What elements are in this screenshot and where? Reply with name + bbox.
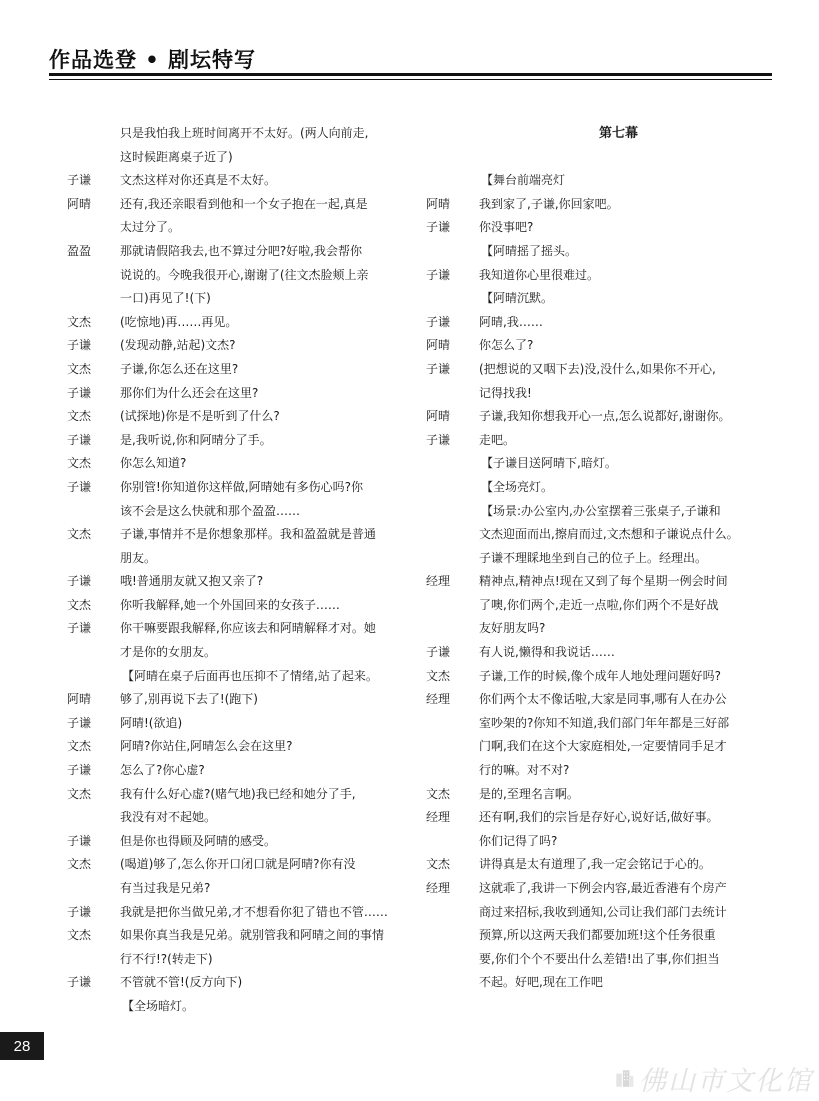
speaker-name: 文杰 — [426, 668, 451, 683]
dialogue-text: 【全场亮灯。 — [481, 479, 554, 494]
dialogue-line — [426, 216, 771, 240]
dialogue-text: 你怎么了? — [479, 338, 534, 353]
dialogue-text: 你听我解释,她一个外国回来的女孩子…… — [120, 597, 340, 612]
dialogue-line — [67, 452, 397, 476]
dialogue-line — [426, 735, 771, 759]
speaker-name: 阿晴 — [67, 692, 92, 707]
dialogue-line — [426, 358, 771, 382]
dialogue-text: 那就请假陪我去,也不算过分吧?好啦,我会帮你 — [120, 243, 362, 258]
dialogue-line — [426, 547, 771, 571]
act-title: 第七幕 — [598, 126, 638, 141]
speaker-name: 文杰 — [67, 456, 92, 471]
speaker-name: 子谦 — [67, 621, 92, 636]
speaker-name: 子谦 — [426, 645, 451, 660]
speaker-name: 子谦 — [426, 432, 451, 447]
dialogue-text: 我没有对不起她。 — [120, 810, 217, 825]
dialogue-line — [67, 240, 397, 264]
dialogue-line — [426, 169, 771, 193]
dialogue-text: 商过来招标,我收到通知,公司让我们部门去统计 — [479, 904, 727, 919]
dialogue-text: 哦!普通朋友就又抱又亲了? — [120, 574, 264, 589]
speaker-name: 子谦 — [426, 220, 451, 235]
dialogue-line — [67, 570, 397, 594]
dialogue-line — [67, 122, 397, 146]
speaker-name: 文杰 — [67, 597, 92, 612]
dialogue-text: 是,我听说,你和阿晴分了手。 — [120, 432, 272, 447]
dialogue-line — [67, 216, 397, 240]
speaker-name: 文杰 — [67, 527, 92, 542]
speaker-name: 子谦 — [67, 385, 92, 400]
dialogue-line — [67, 169, 397, 193]
dialogue-text: 该不会是这么快就和那个盈盈…… — [120, 503, 301, 518]
dialogue-line — [67, 358, 397, 382]
dialogue-text: 你们两个太不像话啦,大家是同事,哪有人在办公 — [479, 692, 727, 707]
dialogue-line — [426, 830, 771, 854]
dialogue-line — [67, 688, 397, 712]
dialogue-text: 你们记得了吗? — [479, 833, 558, 848]
speaker-name: 子谦 — [426, 267, 451, 282]
dialogue-line — [67, 783, 397, 807]
dialogue-line — [426, 712, 771, 736]
dialogue-text: (发现动静,站起)文杰? — [120, 338, 236, 353]
dialogue-text: 我就是把你当做兄弟,才不想看你犯了错也不管…… — [120, 904, 388, 919]
dialogue-text: 【阿晴摇了摇头。 — [481, 243, 578, 258]
dialogue-text: (吃惊地)再……再见。 — [120, 314, 238, 329]
dialogue-text: 只是我怕我上班时间离开不太好。(两人向前走, — [120, 126, 369, 140]
dialogue-text: 阿晴?你站住,阿晴怎么会在这里? — [120, 739, 293, 754]
dialogue-line — [67, 877, 397, 901]
dialogue-line — [426, 287, 771, 311]
dialogue-text: 如果你真当我是兄弟。就别管我和阿晴之间的事情 — [120, 928, 385, 943]
dialogue-text: 你怎么知道? — [120, 456, 187, 471]
dialogue-line — [67, 759, 397, 783]
dialogue-line — [67, 806, 397, 830]
dialogue-text: 是的,至理名言啊。 — [479, 786, 579, 801]
dialogue-line — [426, 193, 771, 217]
dialogue-text: 文杰迎面而出,擦肩而过,文杰想和子谦说点什么。 — [479, 527, 739, 542]
dialogue-text: 太过分了。 — [120, 220, 181, 235]
dialogue-line — [67, 500, 397, 524]
dialogue-line — [67, 971, 397, 995]
dialogue-line — [67, 641, 397, 665]
dialogue-text: 那你们为什么还会在这里? — [120, 385, 259, 400]
speaker-name: 子谦 — [67, 173, 92, 188]
speaker-name: 文杰 — [67, 739, 92, 754]
speaker-name: 文杰 — [67, 786, 92, 801]
dialogue-line — [67, 311, 397, 335]
dialogue-text: (喝道)够了,怎么你开口闭口就是阿晴?你有没 — [120, 857, 356, 872]
dialogue-text: 友好朋友吗? — [479, 621, 546, 636]
dialogue-text: 【舞台前端亮灯 — [481, 173, 566, 188]
dialogue-line — [426, 500, 771, 524]
dialogue-text: (试探地)你是不是听到了什么? — [120, 409, 280, 424]
dialogue-line — [67, 146, 397, 170]
dialogue-text: 行不行!?(转走下) — [120, 951, 213, 966]
dialogue-line — [426, 594, 771, 618]
dialogue-line — [426, 806, 771, 830]
speaker-name: 经理 — [426, 574, 451, 589]
dialogue-text: 子谦不理睬地坐到自己的位子上。经理出。 — [479, 550, 708, 565]
dialogue-text: 这时候距离桌子近了) — [120, 149, 233, 164]
dialogue-line — [67, 405, 397, 429]
dialogue-line — [67, 429, 397, 453]
dialogue-line — [67, 617, 397, 641]
dialogue-line — [426, 452, 771, 476]
dialogue-line — [426, 877, 771, 901]
dialogue-text: 我知道你心里很难过。 — [479, 267, 600, 282]
dialogue-text: (把想说的又咽下去)没,没什么,如果你不开心, — [479, 361, 716, 376]
speaker-name: 经理 — [426, 692, 451, 707]
dialogue-line — [426, 948, 771, 972]
dialogue-text: 阿晴!(欲追) — [120, 715, 183, 730]
dialogue-text: 【阿晴在桌子后面再也压抑不了情绪,站了起来。 — [122, 668, 378, 683]
speaker-name: 子谦 — [67, 715, 92, 730]
dialogue-text: 门啊,我们在这个大家庭相处,一定要情同手足才 — [479, 739, 727, 754]
dialogue-text: 不管就不管!(反方向下) — [120, 975, 243, 990]
dialogue-line — [426, 405, 771, 429]
building-icon — [613, 1060, 635, 1096]
dialogue-text: 【全场暗灯。 — [122, 998, 195, 1013]
dialogue-line — [426, 570, 771, 594]
dialogue-text: 有当过我是兄弟? — [120, 881, 211, 895]
speaker-name: 文杰 — [426, 786, 451, 801]
dialogue-text: 你干嘛要跟我解释,你应该去和阿晴解释才对。她 — [120, 621, 376, 636]
left-column — [67, 122, 397, 1019]
speaker-name: 阿晴 — [426, 196, 451, 211]
dialogue-line — [426, 240, 771, 264]
dialogue-text: 但是你也得顾及阿晴的感受。 — [120, 833, 277, 848]
speaker-name: 文杰 — [67, 928, 92, 943]
speaker-name: 文杰 — [67, 314, 92, 329]
speaker-name: 经理 — [426, 881, 451, 895]
header-rule-thick — [49, 73, 772, 76]
dialogue-text: 还有,我还亲眼看到他和一个女子抱在一起,真是 — [120, 196, 368, 211]
dialogue-line — [426, 641, 771, 665]
dialogue-text: 子谦,你怎么还在这里? — [120, 361, 239, 376]
speaker-name: 阿晴 — [67, 196, 92, 211]
dialogue-text: 【场景:办公室内,办公室摆着三张桌子,子谦和 — [481, 503, 721, 518]
dialogue-line — [426, 924, 771, 948]
speaker-name: 阿晴 — [426, 338, 451, 353]
dialogue-text: 朋友。 — [120, 550, 157, 565]
dialogue-text: 精神点,精神点!现在又到了每个星期一例会时间 — [479, 574, 728, 589]
dialogue-line — [67, 193, 397, 217]
dialogue-text: 怎么了?你心虚? — [120, 763, 205, 778]
dialogue-line — [426, 665, 771, 689]
dialogue-text: 室吵架的?你知不知道,我们部门年年都是三好部 — [479, 715, 730, 730]
dialogue-line — [426, 783, 771, 807]
speaker-name: 子谦 — [67, 763, 92, 778]
dialogue-line — [426, 334, 771, 358]
speaker-name: 文杰 — [67, 361, 92, 376]
dialogue-line — [426, 853, 771, 877]
speaker-name: 子谦 — [67, 432, 92, 447]
dialogue-line — [67, 382, 397, 406]
dialogue-text: 记得找我! — [479, 385, 532, 400]
dialogue-line — [67, 924, 397, 948]
dialogue-line — [67, 287, 397, 311]
dialogue-line — [67, 735, 397, 759]
dialogue-line — [67, 476, 397, 500]
dialogue-line — [426, 429, 771, 453]
speaker-name: 文杰 — [67, 409, 92, 424]
dialogue-line — [426, 617, 771, 641]
page-number: 28 — [0, 1032, 44, 1060]
dialogue-text: 才是你的女朋友。 — [120, 645, 217, 660]
dialogue-line — [67, 948, 397, 972]
dialogue-text: 不起。好吧,现在工作吧 — [479, 975, 603, 990]
dialogue-line — [67, 712, 397, 736]
dialogue-line — [426, 264, 771, 288]
dialogue-line — [426, 311, 771, 335]
dialogue-text: 子谦,我知你想我开心一点,怎么说都好,谢谢你。 — [479, 409, 731, 424]
dialogue-text: 子谦,工作的时候,像个成年人地处理问题好吗? — [479, 668, 721, 683]
header-rule-thin — [49, 79, 772, 80]
dialogue-text: 这就乖了,我讲一下例会内容,最近香港有个房产 — [479, 881, 727, 895]
speaker-name: 文杰 — [426, 857, 451, 872]
act-title-spacer — [426, 146, 771, 170]
dialogue-line — [426, 382, 771, 406]
dialogue-line — [67, 901, 397, 925]
dialogue-text: 【阿晴沉默。 — [481, 291, 554, 306]
speaker-name: 子谦 — [67, 975, 92, 990]
dialogue-text: 够了,别再说下去了!(跑下) — [120, 692, 258, 707]
dialogue-line — [67, 547, 397, 571]
dialogue-text: 你没事吧? — [479, 220, 534, 235]
dialogue-line — [67, 334, 397, 358]
dialogue-text: 讲得真是太有道理了,我一定会铭记于心的。 — [479, 857, 711, 872]
dialogue-line — [67, 523, 397, 547]
speaker-name: 盈盈 — [67, 243, 92, 258]
dialogue-line — [67, 830, 397, 854]
speaker-name: 阿晴 — [426, 409, 451, 424]
dialogue-text: 阿晴,我…… — [479, 314, 543, 329]
dialogue-text: 预算,所以这两天我们都要加班!这个任务很重 — [479, 928, 716, 943]
dialogue-text: 【子谦目送阿晴下,暗灯。 — [481, 456, 617, 471]
dialogue-text: 子谦,事情并不是你想象那样。我和盈盈就是普通 — [120, 527, 376, 542]
dialogue-text: 有人说,懒得和我说话…… — [479, 645, 615, 660]
dialogue-line — [426, 759, 771, 783]
dialogue-line — [67, 995, 397, 1019]
dialogue-line — [67, 853, 397, 877]
section-title: 作品选登 • 剧坛特写 — [49, 48, 257, 72]
dialogue-text: 说说的。今晚我很开心,谢谢了(往文杰脸颊上亲 — [120, 267, 369, 282]
dialogue-text: 了噢,你们两个,走近一点啦,你们两个不是好战 — [479, 597, 719, 612]
dialogue-line — [67, 665, 397, 689]
dialogue-text: 行的嘛。对不对? — [479, 763, 570, 778]
dialogue-line — [67, 594, 397, 618]
dialogue-line — [426, 688, 771, 712]
library-watermark — [613, 1058, 813, 1098]
dialogue-line — [426, 476, 771, 500]
dialogue-text: 我到家了,子谦,你回家吧。 — [479, 196, 619, 211]
speaker-name: 子谦 — [67, 833, 92, 848]
dialogue-text: 我有什么好心虚?(赌气地)我已经和她分了手, — [120, 786, 356, 801]
dialogue-text: 要,你们个个不要出什么差错!出了事,你们担当 — [479, 951, 720, 966]
dialogue-text: 文杰这样对你还真是不太好。 — [120, 173, 277, 188]
right-column — [426, 122, 771, 995]
speaker-name: 经理 — [426, 810, 451, 825]
speaker-name: 子谦 — [426, 314, 451, 329]
dialogue-text: 你别管!你知道你这样做,阿晴她有多伤心吗?你 — [120, 479, 363, 494]
speaker-name: 子谦 — [67, 904, 92, 919]
speaker-name: 子谦 — [67, 479, 92, 494]
speaker-name: 文杰 — [67, 857, 92, 872]
speaker-name: 子谦 — [426, 361, 451, 376]
dialogue-line — [426, 901, 771, 925]
dialogue-line — [426, 971, 771, 995]
dialogue-line — [67, 264, 397, 288]
speaker-name: 子谦 — [67, 574, 92, 589]
speaker-name: 子谦 — [67, 338, 92, 353]
dialogue-text: 走吧。 — [479, 432, 516, 447]
dialogue-text: 还有啊,我们的宗旨是存好心,说好话,做好事。 — [479, 810, 719, 825]
dialogue-line — [426, 523, 771, 547]
watermark-text: 佛山市文化馆 — [639, 1065, 813, 1097]
dialogue-text: 一口)再见了!(下) — [120, 291, 211, 306]
